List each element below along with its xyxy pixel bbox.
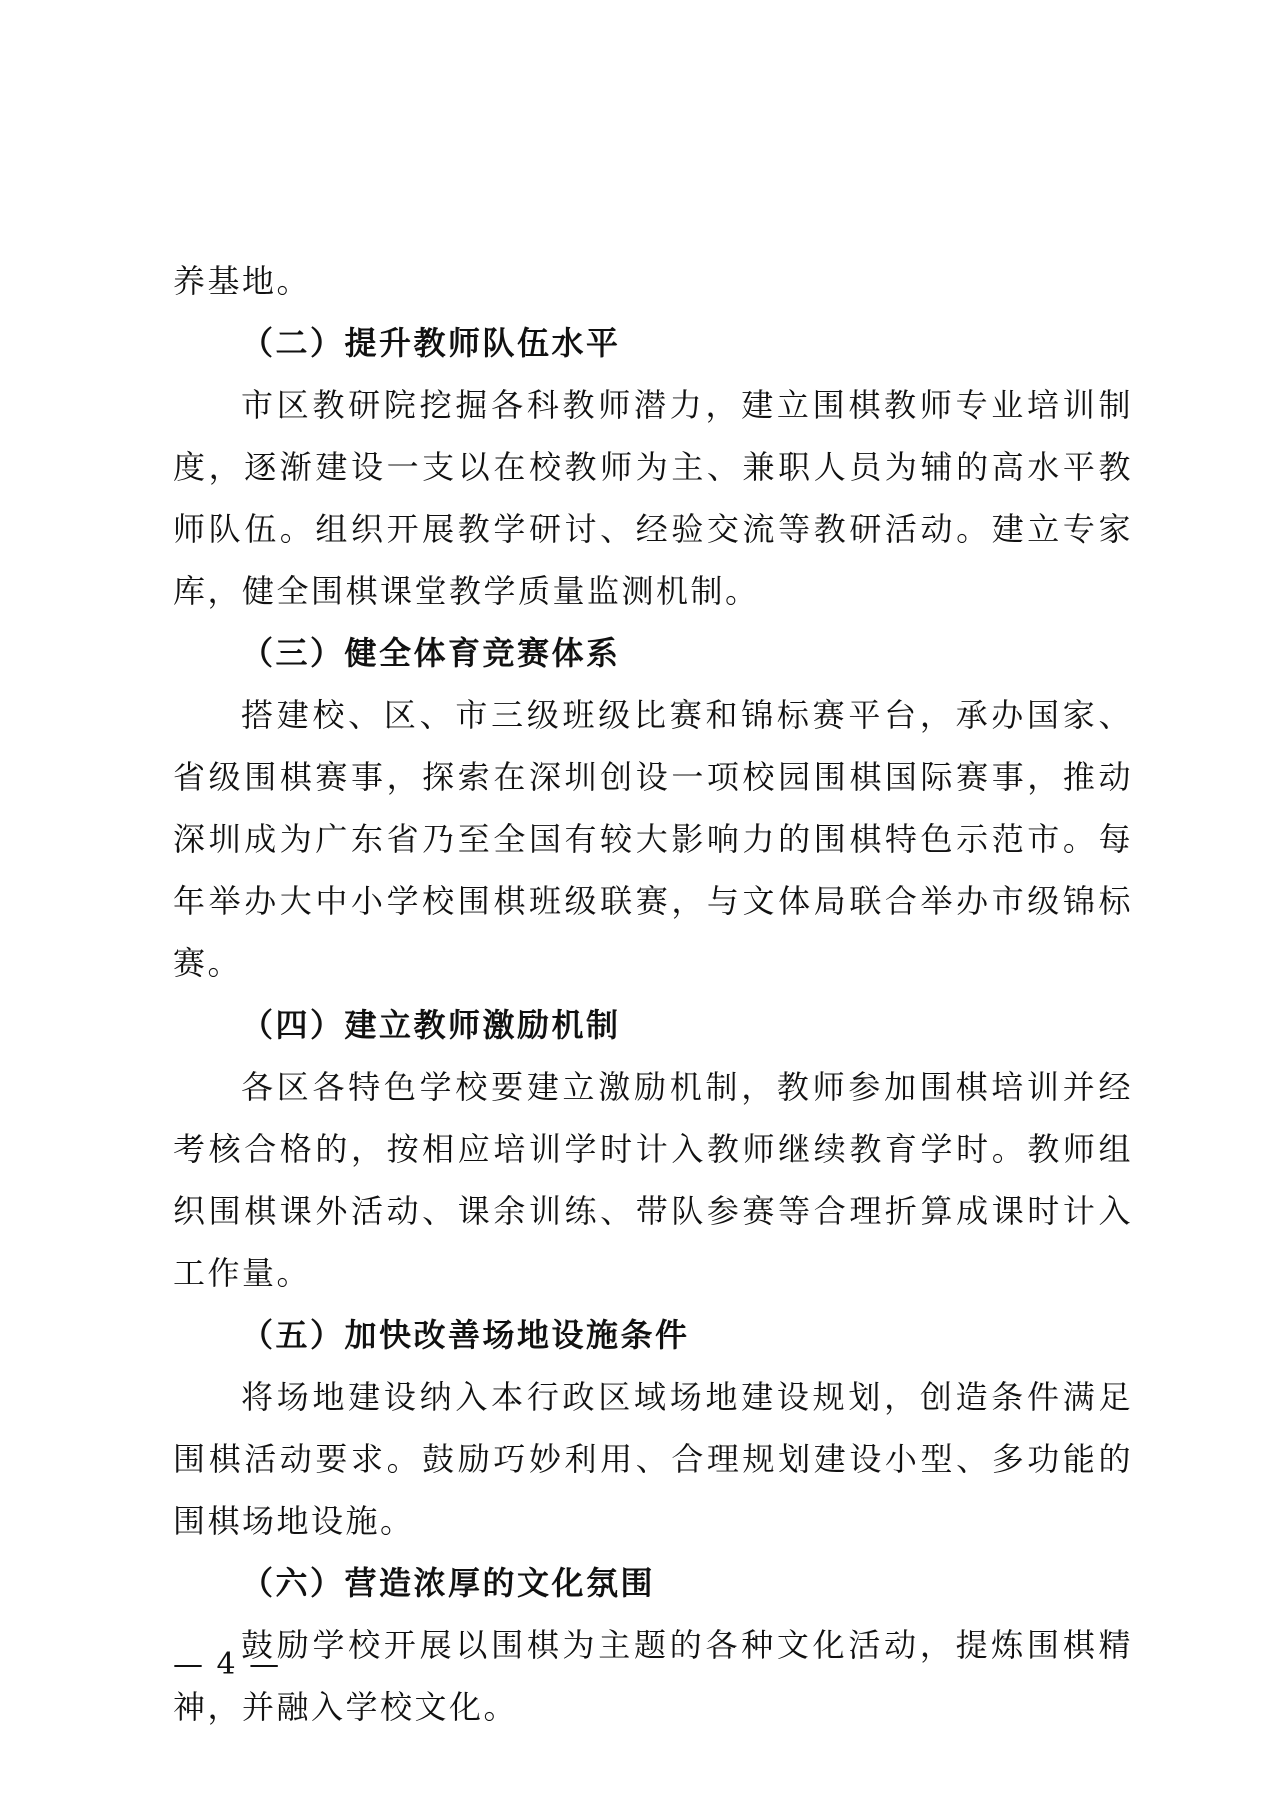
- paragraph-continued: 养基地。: [173, 262, 312, 300]
- paragraph-competition-system: 搭建校、区、市三级班级比赛和锦标赛平台，承办国家、省级围棋赛事，探索在深圳创设一项校园围棋国际赛事，推动深圳成为广东省乃至全国有较大影响力的围棋特色示范市。每年举办大中小学校围棋班级联赛，与文体局联合举办市级锦标赛。: [173, 696, 1133, 982]
- section-heading-5: （五）加快改善场地设施条件: [241, 1316, 690, 1354]
- section-heading-2: （二）提升教师队伍水平: [241, 324, 621, 362]
- paragraph-incentive: 各区各特色学校要建立激励机制，教师参加围棋培训并经考核合格的，按相应培训学时计入教师继续教育学时。教师组织围棋课外活动、课余训练、带队参赛等合理折算成课时计入工作量。: [173, 1068, 1133, 1292]
- document-body: [173, 250, 1133, 1738]
- paragraph-facilities: 将场地建设纳入本行政区域场地建设规划，创造条件满足围棋活动要求。鼓励巧妙利用、合理规划建设小型、多功能的围棋场地设施。: [173, 1378, 1133, 1540]
- section-heading-4: （四）建立教师激励机制: [241, 1006, 621, 1044]
- page-number: — 4 —: [173, 1647, 282, 1682]
- paragraph-culture: 鼓励学校开展以围棋为主题的各种文化活动，提炼围棋精神，并融入学校文化。: [173, 1626, 1133, 1726]
- paragraph-teacher-team: 市区教研院挖掘各科教师潜力，建立围棋教师专业培训制度，逐渐建设一支以在校教师为主、兼职人员为辅的高水平教师队伍。组织开展教学研讨、经验交流等教研活动。建立专家库，健全围棋课堂教学质量监测机制。: [173, 386, 1133, 610]
- section-heading-6: （六）营造浓厚的文化氛围: [241, 1564, 656, 1602]
- section-heading-3: （三）健全体育竞赛体系: [241, 634, 621, 672]
